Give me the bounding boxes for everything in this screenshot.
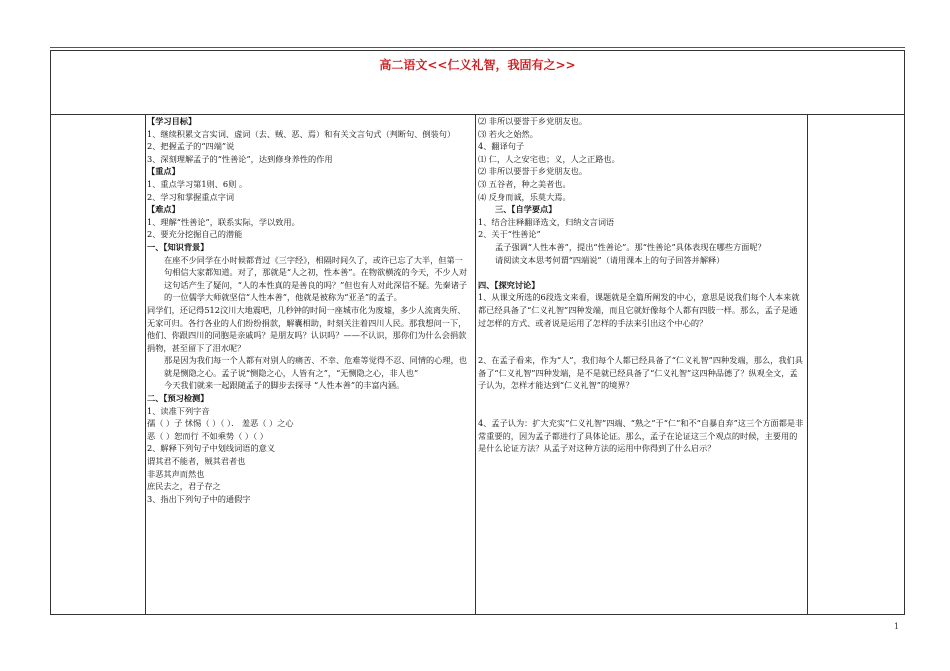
pronunciation-line-1: 孺（ ）子 怵惕（ ）（ ）． 羞恶（ ）之心 — [147, 418, 294, 429]
right-column — [478, 115, 804, 455]
translate-heading: 4、翻译句子 — [478, 141, 525, 152]
meaning-line-3: 庶民去之，君子存之 — [147, 481, 221, 492]
left-margin-divider — [145, 115, 146, 614]
meaning-line-2: 非恶其声而然也 — [147, 468, 205, 479]
top-rule — [50, 47, 905, 48]
translate-line-4: ⑷ 反身而诚，乐莫大焉。 — [478, 191, 571, 202]
goal-2: 2、把握孟子的“四端”说 — [147, 141, 235, 152]
self-study-heading: 三、【自学要点】 — [495, 204, 557, 215]
preview-item-2: 2、解释下列句子中划线词语的意义 — [147, 443, 276, 454]
translate-line-2: ⑵ 非所以要誉于乡党朋友也。 — [478, 166, 588, 177]
goal-1: 1、继续积累文言实词、虚词（去、贼、恶、焉）和有关文言句式（判断句、倒装句） — [147, 128, 456, 139]
preview-heading: 二、【预习检测】 — [147, 393, 209, 404]
explore-heading: 四、【探究讨论】 — [478, 279, 540, 290]
key-2: 2、学习和掌握重点字词 — [147, 191, 235, 202]
background-paragraph-2: 同学们，还记得512汶川大地震吧，几秒钟的时间一座城市化为废墟，多少人流离失所、无家可归。各行各业的人们纷纷捐款，解囊相助，时刻关注着四川人民。那我想问一下，他们、你跟四川的同胞是亲戚吗？是朋友吗？认识吗？——不认识，那你们为什么会捐款捐物，甚至留下了泪水呢？ — [147, 304, 467, 353]
explore-question-1: 1、从课文所选的6段选文来看，课题就是全篇所阐发的中心，意思是说我们每个人本来就都已经具备了“仁义礼智”四种发端，而且它就好像每个人都有四肢一样。那么，孟子是通过怎样的方式、或者说是运用了怎样的手法来引出这个中心的？ — [478, 292, 800, 328]
self-study-1: 1、结合注释翻译选文，归纳文言词语 — [478, 216, 615, 227]
goals-heading: 【学习目标】 — [147, 116, 197, 126]
preview-item-3: 3、指出下列句子中的通假字 — [147, 493, 251, 504]
key-heading: 【重点】 — [147, 166, 180, 177]
tongjia-line-2: ⑵ 非所以要誉于乡党朋友也。 — [478, 116, 588, 126]
self-study-4: 请阅读文本思考何谓“四端说”（请用课本上的句子回答并解释） — [495, 254, 725, 265]
goal-3: 3、深刻理解孟子的“性善论”，达到修身养性的作用 — [147, 153, 333, 164]
background-paragraph-4: 今天我们就来一起跟随孟子的脚步去探寻 “人性本善”的丰富内涵。 — [164, 380, 405, 391]
self-study-3: 孟子强调“人性本善”，提出“性善论”。那“性善论”具体表现在哪些方面呢？ — [495, 241, 766, 252]
difficulty-1: 1、理解“性善论”，联系实际，学以致用。 — [147, 216, 300, 227]
self-study-2: 2、关于“性善论” — [478, 229, 541, 240]
difficulty-2: 2、要充分挖掘自己的潜能 — [147, 229, 243, 240]
content-row — [51, 115, 904, 614]
preview-item-1: 1、读准下列字音 — [147, 405, 210, 416]
title-row — [51, 51, 904, 115]
page-number: 1 — [894, 622, 900, 631]
background-heading: 一、【知识背景】 — [147, 241, 209, 252]
page-title: 高二语文<<仁义礼智，我固有之>> — [379, 58, 576, 72]
tongjia-line-3: ⑶ 若火之始然。 — [478, 128, 538, 139]
left-column — [147, 115, 471, 505]
column-divider — [475, 115, 476, 614]
translate-line-3: ⑶ 五谷者，种之美者也。 — [478, 178, 571, 189]
key-1: 1、重点学习第1则、6则 。 — [147, 178, 248, 189]
background-paragraph-1: 在座不少同学在小时候都背过《三字经》，相隔时间久了，或许已忘了大半，但第一句相信大家都知道。对了，那就是“人之初，性本善”。在物欲横流的今天，不少人对这句话产生了疑问，“人的本性真的是善良的吗？”但也有人对此深信不疑。先秦诸子的一位儒学大师就坚信“人性本善”，他就是被称为“亚圣”的孟子。 — [164, 254, 468, 303]
background-paragraph-3: 那是因为我们每一个人都有对别人的痛苦、不幸、危难等觉得不忍、同情的心理，也就是恻隐之心。孟子说“恻隐之心，人皆有之”，“无恻隐之心，非人也” — [164, 355, 467, 378]
explore-question-2: 2、在孟子看来，作为“人”，我们每个人都已经具备了“仁义礼智”四种发端，那么，我们具备了“仁义礼智”四种发端，是不是就已经具备了“仁义礼智”这四种品德了？纵观全文，孟子认为，怎样才能达到“仁义礼智”的境界？ — [478, 355, 803, 391]
translate-line-1: ⑴ 仁，人之安宅也；义，人之正路也。 — [478, 153, 620, 164]
right-margin-divider — [807, 115, 808, 614]
difficulty-heading: 【难点】 — [147, 204, 180, 215]
pronunciation-line-2: 恶（ ）恕而行 不如乘势（ ）（ ） — [147, 430, 268, 441]
meaning-line-1: 谓其君不能者，贼其君者也 — [147, 456, 246, 467]
explore-question-3: 4、孟子认为：扩大充实“仁义礼智”四端、“熟之”于“仁”和不“自暴自弃”这三个方面都是非常重要的，因为孟子都进行了具体论证。那么，孟子在论证这三个观点的时候，主要用的是什么论证方法？从孟子对这种方法的运用中你得到了什么启示？ — [478, 418, 804, 454]
worksheet-table — [50, 50, 905, 615]
